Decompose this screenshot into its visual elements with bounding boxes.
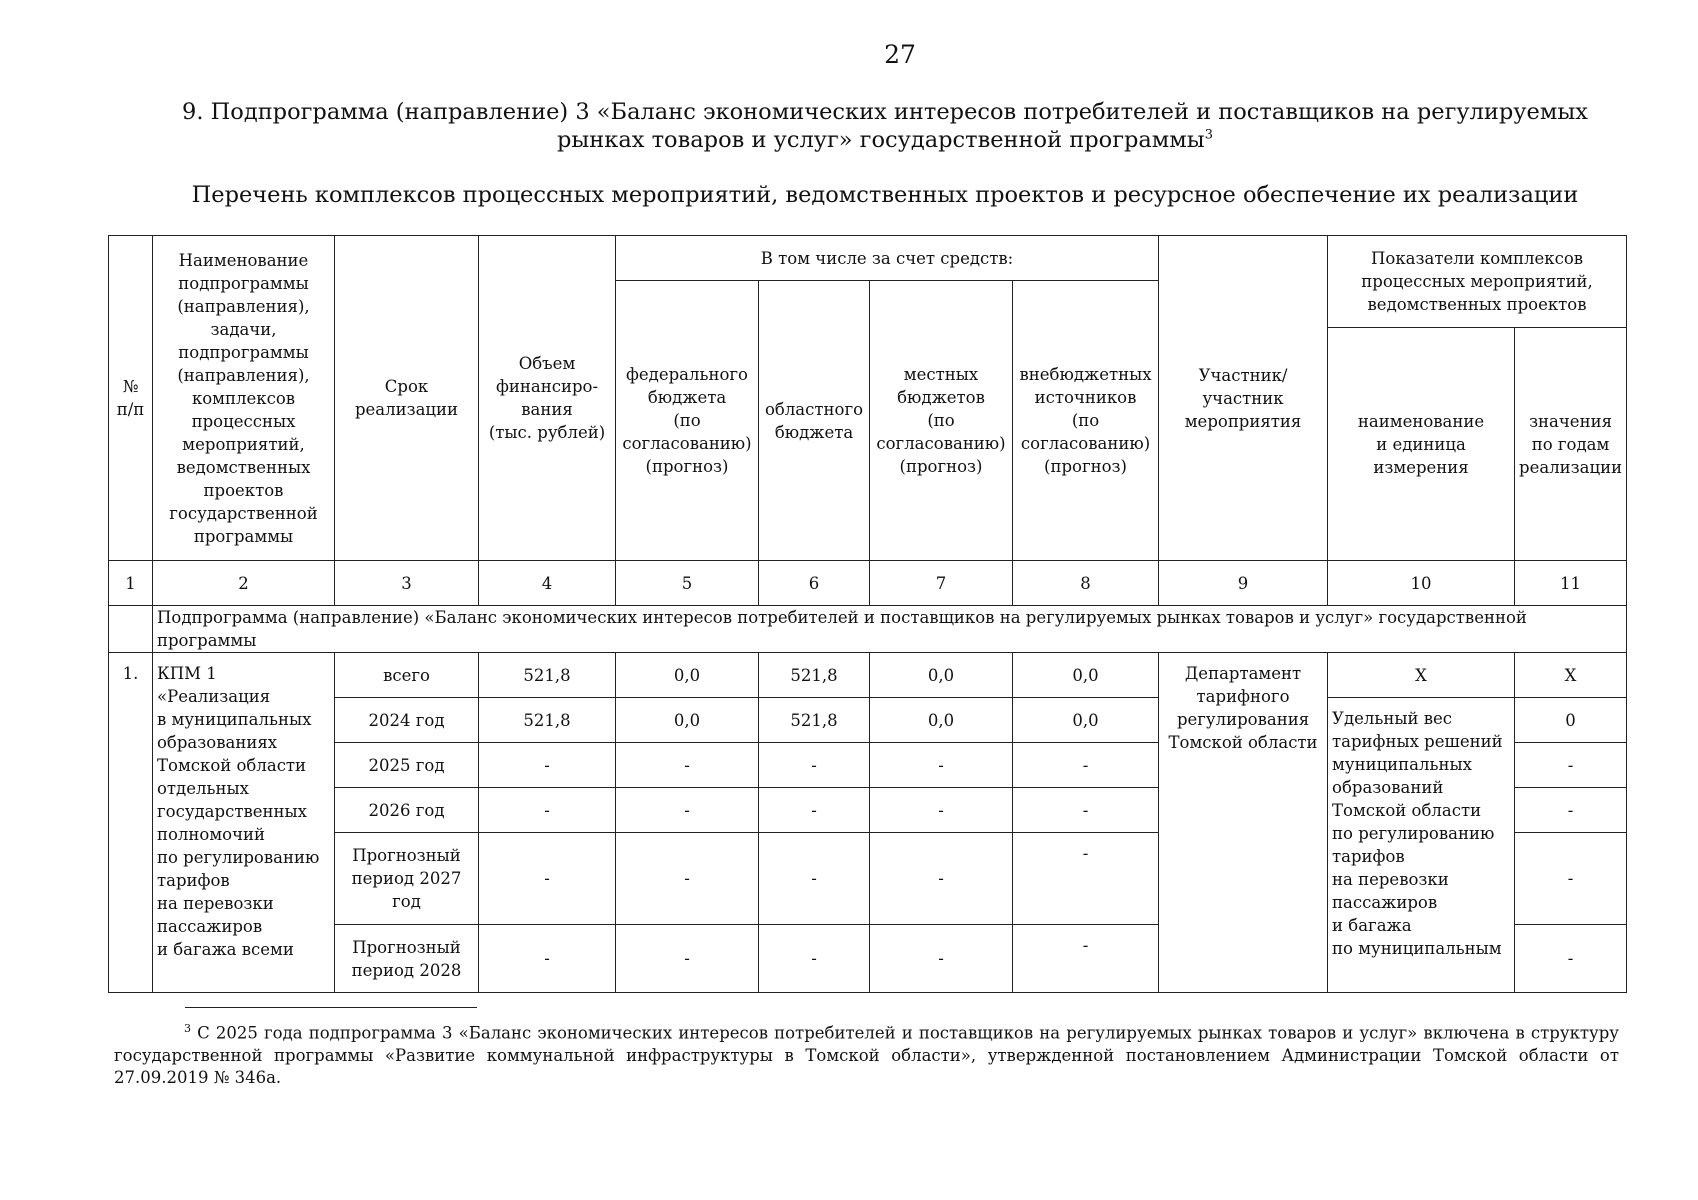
item-number: 1. (109, 653, 153, 993)
value-cell: 0 (1515, 698, 1627, 743)
extrabudget-cell: - (1013, 925, 1159, 993)
header-indicators-group: Показатели комплексов процессных мероприятий, ведомственных проектов (1328, 236, 1627, 328)
funding-table (108, 235, 1627, 993)
value-cell: Х (1515, 653, 1627, 698)
header-name: Наименование подпрограммы (направления), задачи, подпрограммы (направления), комплексов процессных мероприятий, ведомственных проектов государственной программы (153, 236, 335, 561)
column-number: 6 (759, 561, 870, 606)
item-name: КПМ 1 «Реализация в муниципальных образованиях Томской области отдельных государственных полномочий по регулированию тарифов на перевозки пассажиров и багажа всеми (153, 653, 335, 993)
footnote-marker: 3 (184, 1022, 191, 1035)
column-number: 11 (1515, 561, 1627, 606)
federal-cell: - (616, 743, 759, 788)
extrabudget-cell: 0,0 (1013, 653, 1159, 698)
footnote (114, 1018, 1619, 1089)
regional-cell: - (759, 925, 870, 993)
period-cell: всего (335, 653, 479, 698)
column-number: 4 (479, 561, 616, 606)
extrabudget-cell: - (1013, 743, 1159, 788)
federal-cell: 0,0 (616, 653, 759, 698)
federal-cell: - (616, 925, 759, 993)
regional-cell: - (759, 743, 870, 788)
period-cell: 2026 год (335, 788, 479, 833)
federal-cell: 0,0 (616, 698, 759, 743)
volume-cell: - (479, 833, 616, 925)
column-number: 1 (109, 561, 153, 606)
period-cell: Прогнозный период 2027 год (335, 833, 479, 925)
header-extrabudget: внебюджетных источников (по согласованию) (прогноз) (1013, 281, 1159, 561)
header-sources-group: В том числе за счет средств: (616, 236, 1159, 281)
federal-cell: - (616, 788, 759, 833)
volume-cell: - (479, 743, 616, 788)
header-num: № п/п (109, 236, 153, 561)
volume-cell: - (479, 788, 616, 833)
regional-cell: - (759, 833, 870, 925)
indicator-name-cell: Удельный вес тарифных решений муниципальных образований Томской области по регулированию тарифов на перевозки пассажиров и багажа по муниципальным (1328, 698, 1515, 993)
column-number: 3 (335, 561, 479, 606)
column-number: 9 (1159, 561, 1328, 606)
column-number: 10 (1328, 561, 1515, 606)
extrabudget-cell: 0,0 (1013, 698, 1159, 743)
header-participant: Участник/ участник мероприятия (1159, 236, 1328, 561)
local-cell: - (870, 925, 1013, 993)
participant-cell: Департамент тарифного регулирования Томской области (1159, 653, 1328, 993)
local-cell: - (870, 833, 1013, 925)
period-cell: Прогнозный период 2028 (335, 925, 479, 993)
volume-cell: 521,8 (479, 653, 616, 698)
header-federal: федерального бюджета (по согласованию) (прогноз) (616, 281, 759, 561)
regional-cell: - (759, 788, 870, 833)
table-title: Перечень комплексов процессных мероприятий, ведомственных проектов и ресурсное обеспечение их реализации (191, 182, 1579, 208)
header-volume: Объем финансиро- вания (тыс. рублей) (479, 236, 616, 561)
indicator-cell: Х (1328, 653, 1515, 698)
federal-cell: - (616, 833, 759, 925)
extrabudget-cell: - (1013, 833, 1159, 925)
period-cell: 2024 год (335, 698, 479, 743)
column-number: 5 (616, 561, 759, 606)
column-number: 2 (153, 561, 335, 606)
heading-footnote-ref[interactable]: 3 (1204, 127, 1213, 143)
subprogram-num-cell (109, 606, 153, 653)
table-row (109, 698, 1627, 743)
column-number: 7 (870, 561, 1013, 606)
header-regional: областного бюджета (759, 281, 870, 561)
regional-cell: 521,8 (759, 653, 870, 698)
header-local: местных бюджетов (по согласованию) (прогноз) (870, 281, 1013, 561)
value-cell: - (1515, 788, 1627, 833)
local-cell: - (870, 788, 1013, 833)
extrabudget-cell: - (1013, 788, 1159, 833)
volume-cell: 521,8 (479, 698, 616, 743)
header-indicator-name: наименование и единица измерения (1328, 328, 1515, 561)
subprogram-title: Подпрограмма (направление) «Баланс экономических интересов потребителей и поставщиков на регулируемых рынках товаров и услуг» государственной программы (153, 606, 1627, 653)
value-cell: - (1515, 833, 1627, 925)
volume-cell: - (479, 925, 616, 993)
page-number: 27 (884, 40, 916, 69)
footnote-text: С 2025 года подпрограмма 3 «Баланс экономических интересов потребителей и поставщиков на регулируемых рынках товаров и услуг» включена в структуру государственной программы «Развитие коммунальной инфраструктуры в Томской области», утвержденной постановлением Администрации Томской области от 27.09.2019 № 346а. (114, 1023, 1619, 1087)
column-number-row (109, 561, 1627, 606)
local-cell: 0,0 (870, 698, 1013, 743)
header-indicator-values: значения по годам реализации (1515, 328, 1627, 561)
subprogram-row (109, 606, 1627, 653)
heading-line-2: рынках товаров и услуг» государственной программы (556, 127, 1205, 153)
period-cell: 2025 год (335, 743, 479, 788)
footnote-divider (185, 1007, 477, 1008)
heading-line-1: 9. Подпрограмма (направление) 3 «Баланс экономических интересов потребителей и поставщиков на регулируемых (182, 99, 1588, 125)
local-cell: 0,0 (870, 653, 1013, 698)
section-heading (180, 98, 1590, 154)
local-cell: - (870, 743, 1013, 788)
table-row (109, 653, 1627, 698)
header-term: Срок реализации (335, 236, 479, 561)
regional-cell: 521,8 (759, 698, 870, 743)
value-cell: - (1515, 925, 1627, 993)
column-number: 8 (1013, 561, 1159, 606)
value-cell: - (1515, 743, 1627, 788)
